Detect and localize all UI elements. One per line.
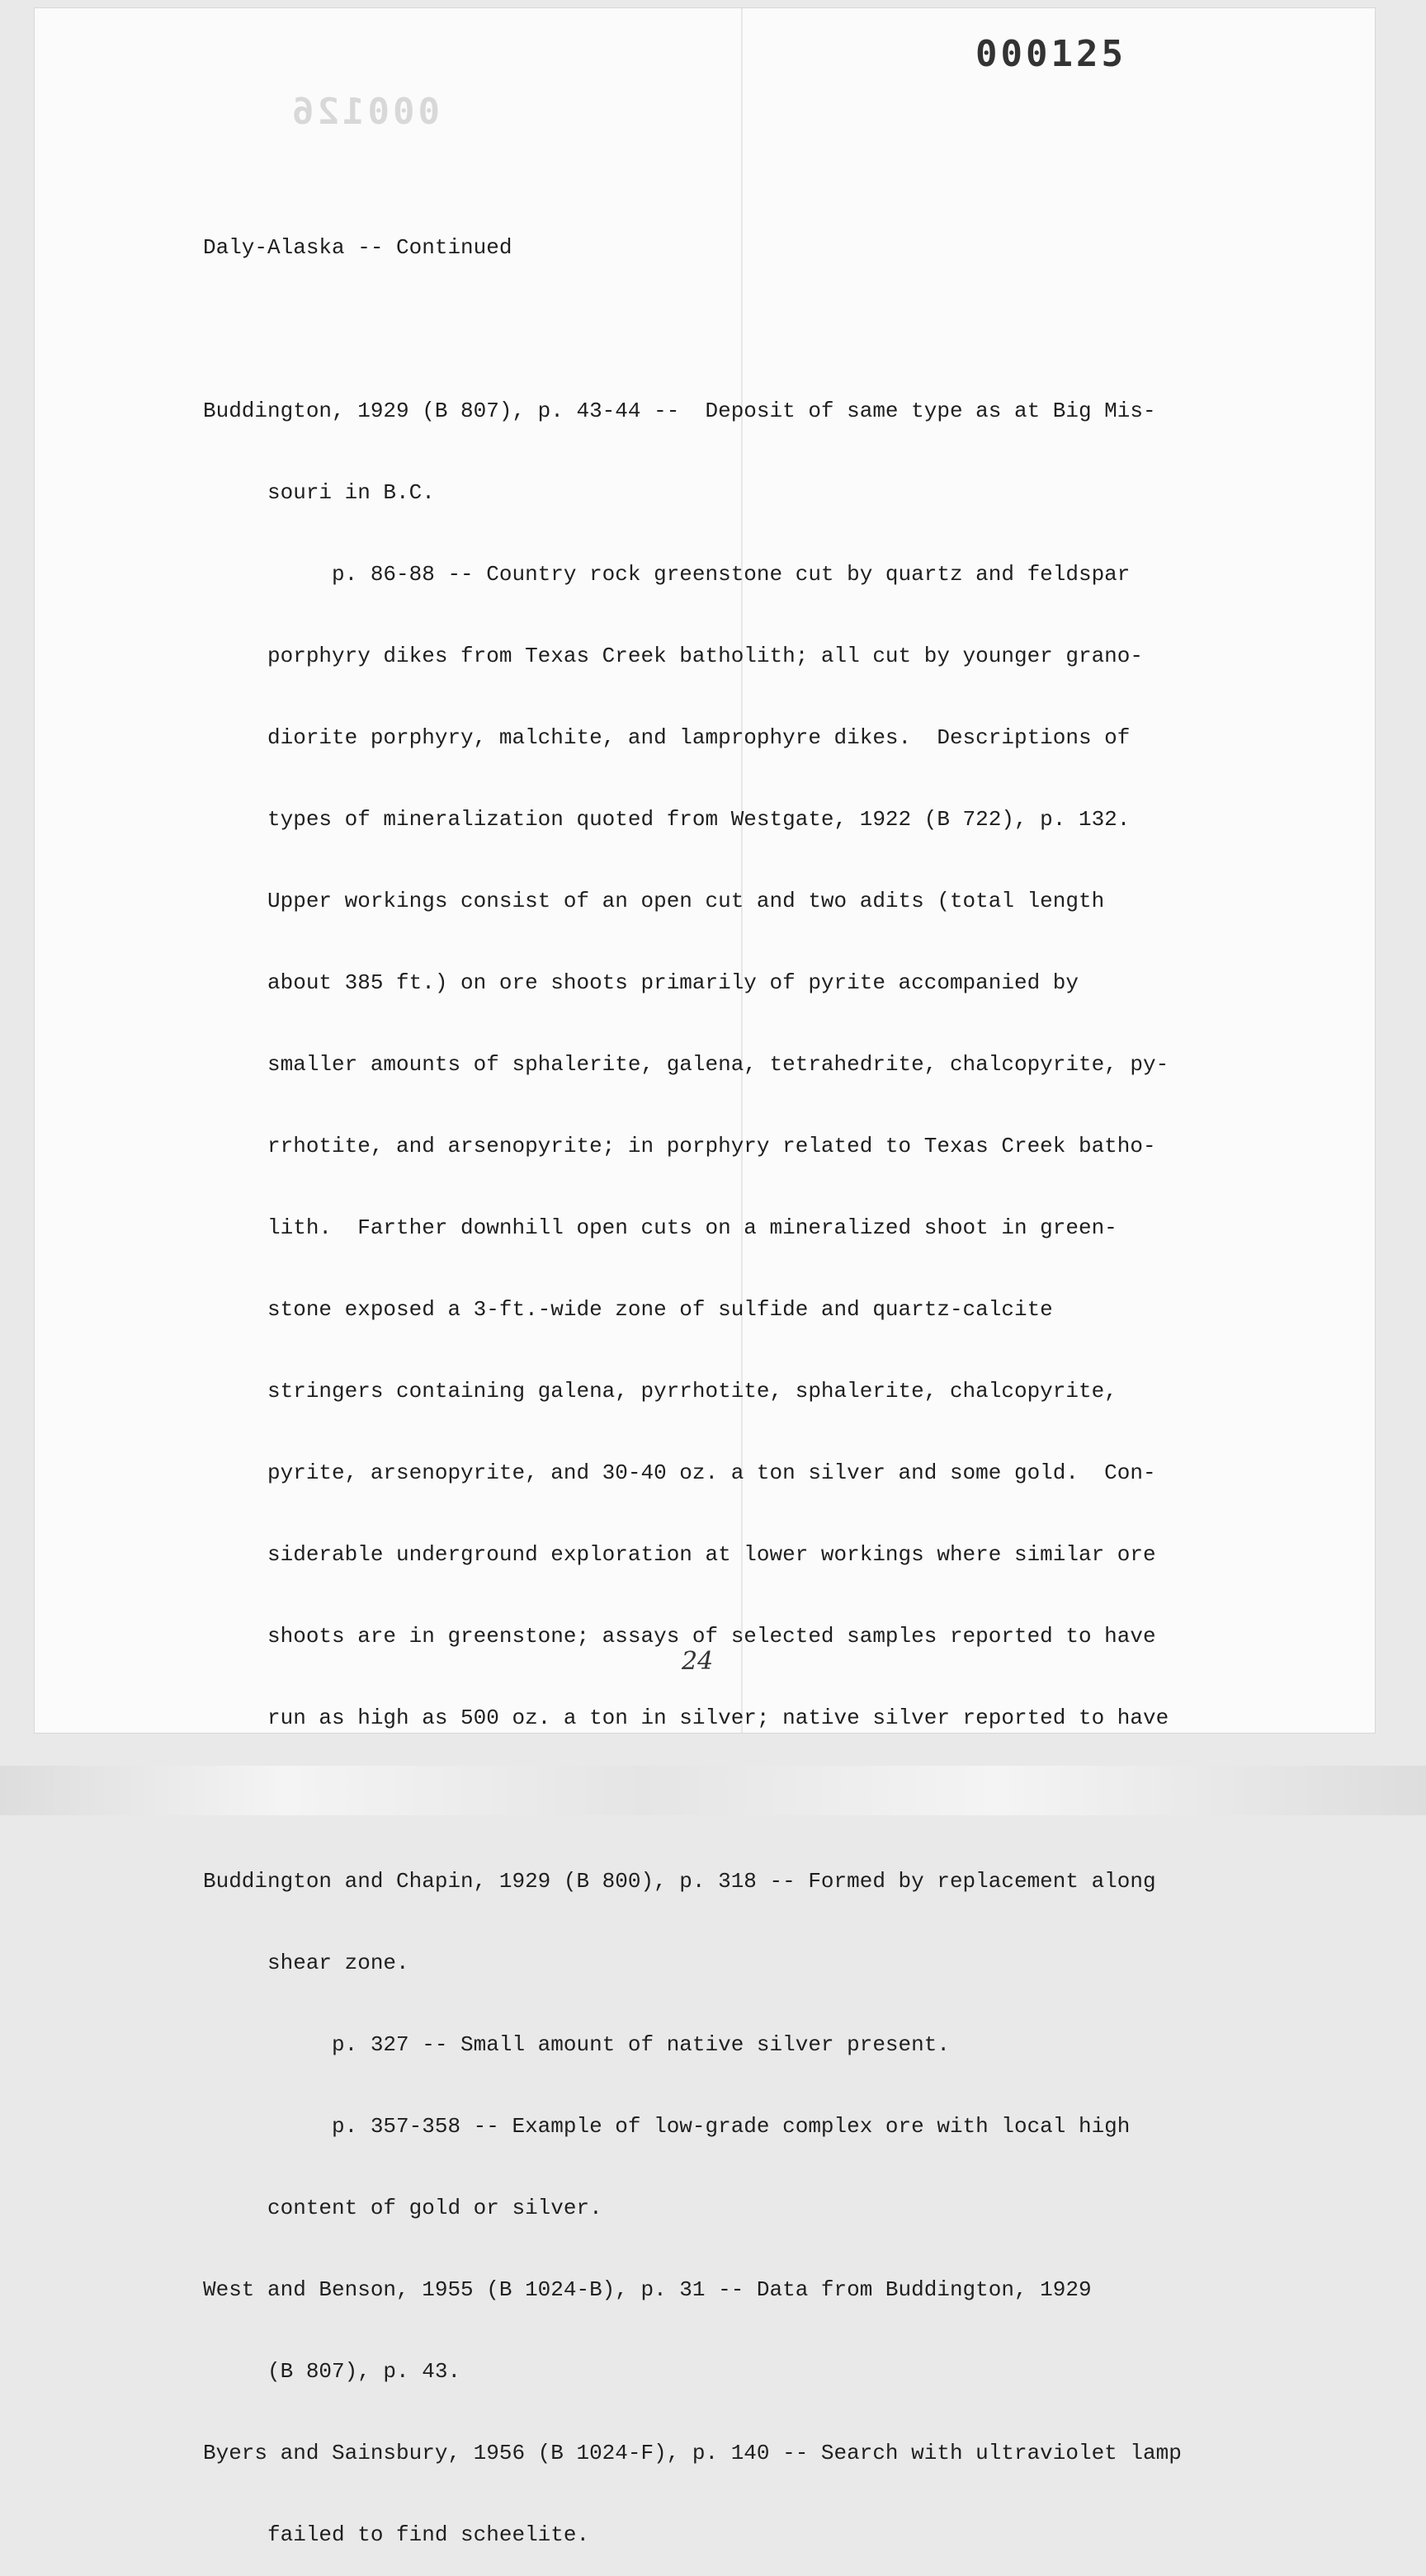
page-stamp: 000125 bbox=[975, 33, 1126, 75]
page-number: 24 bbox=[682, 1647, 714, 1676]
text-line: souri in B.C. bbox=[203, 480, 435, 505]
text-line: rrhotite, and arsenopyrite; in porphyry related to Texas Creek batho- bbox=[203, 1134, 1156, 1158]
text-line: p. 357-358 -- Example of low-grade complex ore with local high bbox=[203, 2114, 1131, 2139]
text-line: Buddington, 1929 (B 807), p. 43-44 -- Deposit of same type as at Big Mis- bbox=[203, 399, 1156, 423]
text-line: p. 86-88 -- Country rock greenstone cut by quartz and feldspar bbox=[203, 562, 1131, 587]
text-line: Byers and Sainsbury, 1956 (B 1024-F), p. 140 -- Search with ultraviolet lamp bbox=[203, 2441, 1182, 2465]
text-line: siderable underground exploration at lower workings where similar ore bbox=[203, 1542, 1156, 1567]
text-line: Buddington and Chapin, 1929 (B 800), p. 318 -- Formed by replacement along bbox=[203, 1869, 1156, 1894]
text-line: p. 327 -- Small amount of native silver present. bbox=[203, 2032, 950, 2057]
text-line: content of gold or silver. bbox=[203, 2196, 602, 2220]
text-line: porphyry dikes from Texas Creek batholith; all cut by younger grano- bbox=[203, 644, 1143, 668]
text-line: shoots are in greenstone; assays of selected samples reported to have bbox=[203, 1624, 1156, 1649]
bleed-through-stamp: 000126 bbox=[289, 91, 440, 133]
text-line: stringers containing galena, pyrrhotite, sphalerite, chalcopyrite, bbox=[203, 1379, 1117, 1404]
text-line: diorite porphyry, malchite, and lamprophyre dikes. Descriptions of bbox=[203, 725, 1131, 750]
text-line bbox=[203, 316, 1268, 343]
document-body bbox=[203, 180, 1268, 2576]
text-line: run as high as 500 oz. a ton in silver; native silver reported to have bbox=[203, 1706, 1169, 1730]
text-line: Daly-Alaska -- Continued bbox=[203, 235, 512, 260]
text-line: about 385 ft.) on ore shoots primarily of pyrite accompanied by bbox=[203, 970, 1079, 995]
text-line: pyrite, arsenopyrite, and 30-40 oz. a ton silver and some gold. Con- bbox=[203, 1460, 1156, 1485]
text-line: types of mineralization quoted from Westgate, 1922 (B 722), p. 132. bbox=[203, 807, 1131, 832]
text-line: stone exposed a 3-ft.-wide zone of sulfide and quartz-calcite bbox=[203, 1297, 1053, 1322]
text-line: failed to find scheelite. bbox=[203, 2522, 590, 2547]
text-line: smaller amounts of sphalerite, galena, tetrahedrite, chalcopyrite, py- bbox=[203, 1052, 1169, 1077]
text-line: lith. Farther downhill open cuts on a mineralized shoot in green- bbox=[203, 1215, 1117, 1240]
text-line: Upper workings consist of an open cut and two adits (total length bbox=[203, 889, 1105, 913]
text-line: shear zone. bbox=[203, 1951, 409, 1975]
text-line: West and Benson, 1955 (B 1024-B), p. 31 -- Data from Buddington, 1929 bbox=[203, 2277, 1092, 2302]
text-line: (B 807), p. 43. bbox=[203, 2359, 461, 2384]
scanner-bottom-edge bbox=[0, 1766, 1426, 1815]
